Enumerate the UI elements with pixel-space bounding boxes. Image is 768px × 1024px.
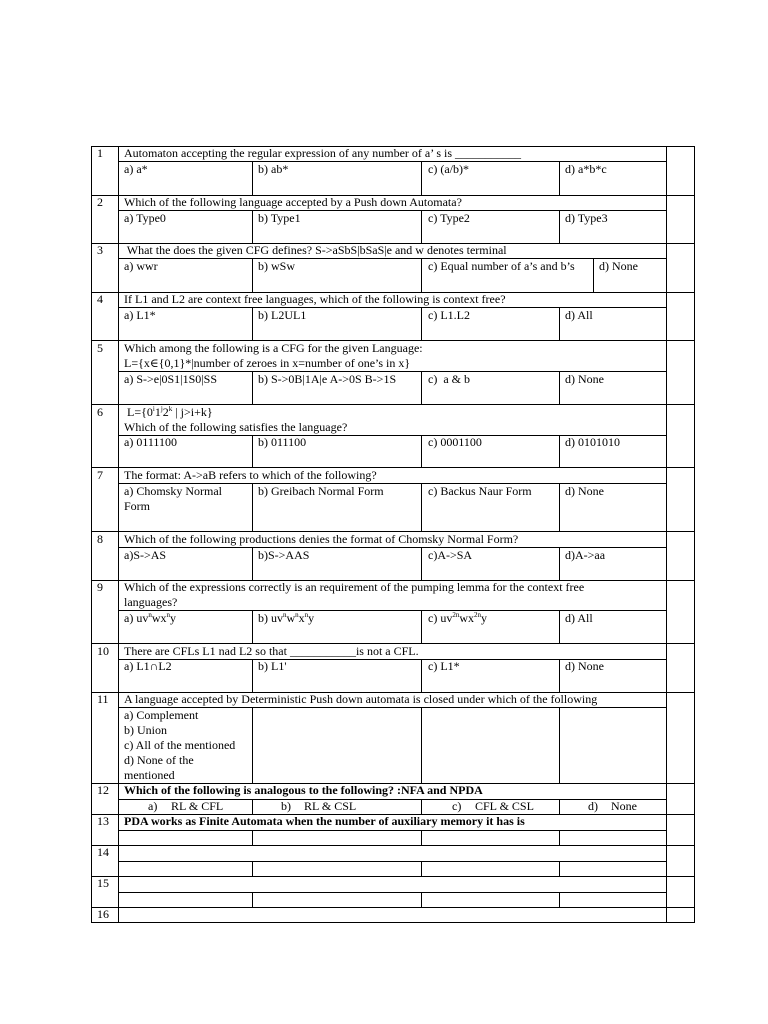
- question-number: 8: [97, 532, 103, 546]
- option-a: RL & CFL: [171, 799, 224, 813]
- option-b-letter: b): [281, 799, 291, 813]
- option-d: d) None: [565, 372, 604, 386]
- option-b: b) L1': [258, 659, 287, 673]
- option-a: a) Chomsky Normal: [124, 484, 222, 498]
- option-c: c)A->SA: [428, 548, 473, 562]
- option-a: a) Type0: [124, 211, 166, 225]
- option-a: a) S->e|0S1|1S0|SS: [124, 372, 217, 386]
- question-text: Which of the following is analogous to the following? :NFA and NPDA: [124, 783, 483, 797]
- question-text-line2: Which of the following satisfies the language?: [124, 420, 348, 434]
- question-number: 14: [97, 845, 109, 859]
- option-b: b) Greibach Normal Form: [258, 484, 384, 498]
- option-d: d) 0101010: [565, 435, 620, 449]
- question-number: 10: [97, 644, 109, 658]
- option-a: a) wwr: [124, 259, 158, 273]
- option-d: d) None: [565, 659, 604, 673]
- option-c: c) Equal number of a’s and b’s: [428, 259, 575, 273]
- question-number: 9: [97, 580, 103, 594]
- option-b: b) wSw: [258, 259, 296, 273]
- option-b: b) $uv^nw^nx^ny$: [258, 611, 315, 625]
- option-b: b) Type1: [258, 211, 301, 225]
- question-number: 12: [97, 783, 109, 797]
- option-d: d) All: [565, 611, 593, 625]
- option-d: d) All: [565, 308, 593, 322]
- question-text: Which among the following is a CFG for the given Language:: [124, 341, 423, 355]
- option-c: c) 0001100: [428, 435, 482, 449]
- option-c: c) a & b: [428, 372, 470, 386]
- option-c: c) Type2: [428, 211, 470, 225]
- question-number: 13: [97, 814, 109, 828]
- option-d-letter: d): [588, 799, 598, 813]
- option-list-item: b) Union: [124, 723, 167, 737]
- question-text: A language accepted by Deterministic Push down automata is closed under which of the following: [124, 692, 598, 706]
- option-d: d) a*b*c: [565, 162, 607, 176]
- question-number: 1: [97, 146, 103, 160]
- question-number: 15: [97, 876, 109, 890]
- option-b: b) ab*: [258, 162, 289, 176]
- option-d: None: [611, 799, 637, 813]
- option-d: d) None: [565, 484, 604, 498]
- option-a: a) a*: [124, 162, 148, 176]
- question-number: 4: [97, 292, 103, 306]
- question-number: 2: [97, 195, 103, 209]
- option-a: a)S->AS: [124, 548, 167, 562]
- question-text-line2: languages?: [124, 595, 178, 609]
- question-text: If L1 and L2 are context free languages, which of the following is context free?: [124, 292, 506, 306]
- question-number: 16: [97, 907, 109, 921]
- question-text: The format: A->aB refers to which of the following?: [124, 468, 377, 482]
- question-text: There are CFLs L1 nad L2 so that ___________is not a CFL.: [124, 644, 419, 658]
- option-a-line2: Form: [124, 499, 151, 513]
- option-d: d) Type3: [565, 211, 608, 225]
- option-b: b) S->0B|1A|e A->0S B->1S: [258, 372, 397, 386]
- option-b: b)S->AAS: [258, 548, 310, 562]
- option-a: a) 0111100: [124, 435, 177, 449]
- option-a: a) L1*: [124, 308, 156, 322]
- option-c: c) (a/b)*: [428, 162, 469, 176]
- option-c: c) L1*: [428, 659, 460, 673]
- question-text: Which of the following language accepted by a Push down Automata?: [124, 195, 462, 209]
- question-number: 5: [97, 341, 103, 355]
- option-d: d)A->aa: [565, 548, 606, 562]
- question-number: 7: [97, 468, 103, 482]
- option-c: c) $uv^{2n}wx^{2n}y$: [428, 611, 487, 625]
- question-text: What the does the given CFG defines? S->aSbS|bSaS|e and w denotes terminal: [124, 243, 507, 257]
- option-list-item: a) Complement: [124, 708, 199, 722]
- option-b: b) 011100: [258, 435, 307, 449]
- option-d: d) None: [599, 259, 638, 273]
- option-a: a) $uv^nwx^ny$: [124, 611, 176, 625]
- option-c: c) L1.L2: [428, 308, 470, 322]
- question-number: 3: [97, 243, 103, 257]
- question-text: $L=\{0^i1^j2^k$ | j>i+k}: [124, 405, 213, 419]
- option-a: a) L1∩L2: [124, 659, 172, 673]
- question-table: [91, 146, 695, 923]
- question-text: Which of the expressions correctly is an requirement of the pumping lemma for the context free: [124, 580, 585, 594]
- option-list-item: mentioned: [124, 768, 175, 782]
- option-c-letter: c): [452, 799, 462, 813]
- question-text: Which of the following productions denies the format of Chomsky Normal Form?: [124, 532, 519, 546]
- option-list-item: d) None of the: [124, 753, 194, 767]
- question-text: Automaton accepting the regular expression of any number of a’ s is ___________: [124, 146, 522, 160]
- option-c: c) Backus Naur Form: [428, 484, 532, 498]
- question-text-line2: L={x∈{0,1}*|number of zeroes in x=number of one’s in x}: [124, 356, 411, 370]
- option-b: RL & CSL: [304, 799, 357, 813]
- option-b: b) L2UL1: [258, 308, 307, 322]
- option-list-item: c) All of the mentioned: [124, 738, 236, 752]
- question-text: PDA works as Finite Automata when the number of auxiliary memory it has is: [124, 814, 525, 828]
- option-c: CFL & CSL: [475, 799, 534, 813]
- question-number: 11: [97, 692, 109, 706]
- option-a-letter: a): [148, 799, 158, 813]
- question-number: 6: [97, 405, 103, 419]
